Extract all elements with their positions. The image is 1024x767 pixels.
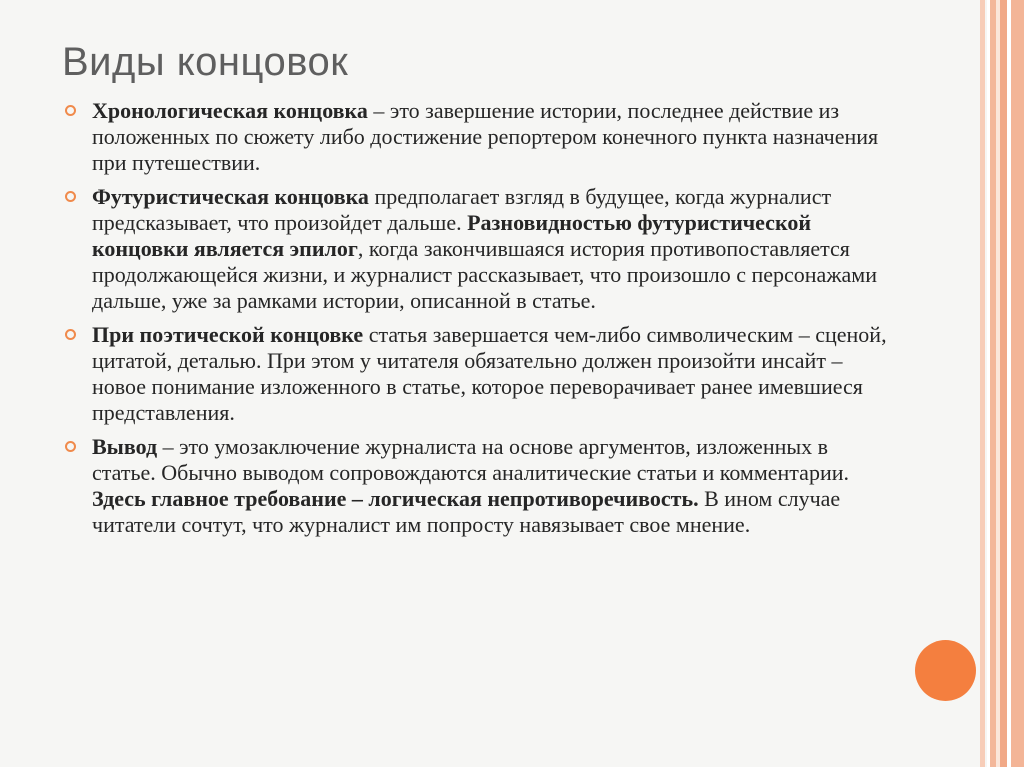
bold-text: Футуристическая концовка: [92, 184, 369, 209]
orange-circle-icon: [915, 640, 976, 701]
text: – это умозаключение журналиста на основе аргументов, изложенных в статье. Обычно выводом сопровождаются аналитические статьи и комментарии.: [92, 434, 849, 485]
bold-text: Здесь главное требование – логическая непротиворечивость.: [92, 486, 699, 511]
slide-title: Виды концовок: [62, 40, 349, 84]
text: статья завершается чем-либо символическим – сценой, цитатой, деталью. При этом у читателя обязательно должен произойти инсайт – новое понимание изложенного в статье, которое переворачивает ранее имевшиеся представления.: [92, 322, 887, 425]
text: – это завершение истории, последнее действие из положенных по сюжету либо достижение репортером конечного пункта назначения при путешествии.: [92, 98, 879, 175]
bold-text: При поэтической концовке: [92, 322, 364, 347]
decorative-stripe: [980, 0, 985, 767]
decorative-stripe: [1011, 0, 1024, 767]
bullet-item: [60, 98, 890, 176]
ring-bullet-icon: [65, 329, 76, 340]
bullet-list: [60, 98, 890, 546]
ring-bullet-icon: [65, 441, 76, 452]
text: В ином случае читатели сочтут, что журналист им попросту навязывает свое мнение.: [92, 486, 841, 537]
decorative-stripe: [1000, 0, 1007, 767]
bullet-item: [60, 184, 890, 314]
bold-text: Хронологическая концовка: [92, 98, 368, 123]
bullet-item: [60, 322, 890, 426]
ring-bullet-icon: [65, 191, 76, 202]
bold-text: Вывод: [92, 434, 158, 459]
text: , когда закончившаяся история противопоставляется продолжающейся жизни, и журналист рассказывает, что произошло с персонажами дальше, уже за рамками истории, описанной в статье.: [92, 236, 877, 313]
bullet-item: [60, 434, 890, 538]
bold-text: Разновидностью футуристической концовки является эпилог: [92, 210, 812, 261]
text: предполагает взгляд в будущее, когда журналист предсказывает, что произойдет дальше.: [92, 184, 832, 235]
ring-bullet-icon: [65, 105, 76, 116]
